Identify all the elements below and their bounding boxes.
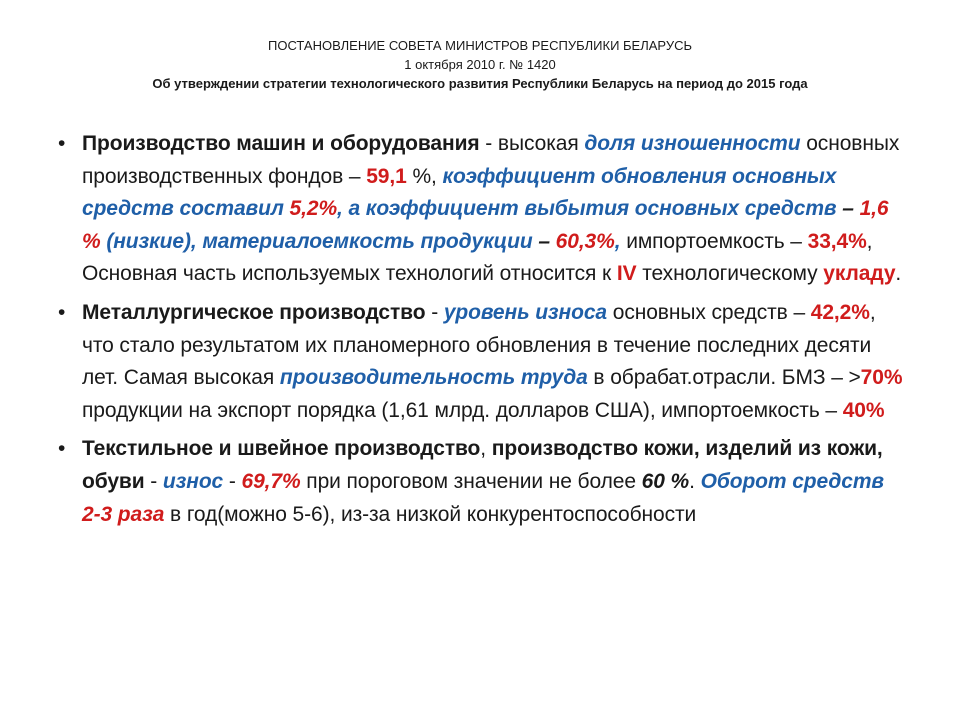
- text-segment: , Основная часть используемых технологий относится к: [82, 229, 873, 286]
- text-segment: 59,1: [366, 164, 407, 188]
- text-segment: , что стало результатом их планомерного обновления в течение последних десяти лет. Самая высокая: [82, 300, 876, 390]
- text-segment: –: [538, 229, 556, 253]
- text-segment: основных средств –: [607, 300, 811, 324]
- text-segment: IV: [616, 262, 637, 286]
- bullet-text: [82, 301, 902, 422]
- text-segment: ,: [480, 437, 492, 461]
- bullet-text: [82, 437, 884, 525]
- text-segment: .: [689, 469, 701, 493]
- bullet-point-icon: •: [58, 300, 66, 324]
- text-segment: Металлургическое производство: [82, 300, 426, 324]
- text-segment: -: [223, 469, 242, 493]
- text-segment: 69,7%: [241, 469, 301, 493]
- bullet-item-machinery: [58, 128, 908, 291]
- text-segment: 70%: [860, 366, 903, 390]
- bullet-text: [82, 132, 901, 285]
- bullet-item-metallurgy: [58, 297, 908, 427]
- text-segment: 1,6 %: [82, 197, 889, 253]
- text-segment: -: [425, 300, 444, 324]
- text-segment: в год(можно 5-6), из-за низкой конкурентоспособности: [164, 502, 697, 526]
- document-header: [60, 36, 900, 93]
- text-segment: производительность труда: [279, 366, 588, 390]
- text-segment: - высокая: [479, 132, 585, 155]
- text-segment: Производство машин и оборудования: [82, 132, 480, 155]
- text-segment: –: [842, 197, 860, 221]
- text-segment: 42,2%: [810, 300, 870, 324]
- text-segment: %,: [406, 164, 443, 188]
- text-segment: Оборот средств: [700, 469, 884, 493]
- text-segment: основных производственных фондов –: [82, 132, 900, 188]
- bullet-point-icon: •: [58, 437, 66, 461]
- text-segment: в обрабат.отрасли. БМЗ – >: [587, 366, 861, 390]
- text-segment: (низкие), материалоемкость продукции: [100, 229, 539, 253]
- text-segment: -: [144, 469, 163, 493]
- text-segment: 40%: [842, 398, 885, 422]
- header-date: 1 октября 2010 г. № 1420: [404, 57, 556, 72]
- text-segment: 33,4%: [807, 229, 867, 253]
- bullet-point-icon: •: [58, 132, 66, 155]
- text-segment: коэффициент обновления основных средств составил: [82, 164, 837, 221]
- bullet-list: [58, 128, 908, 537]
- text-segment: 60,3%: [555, 229, 615, 253]
- header-subject: Об утверждении стратегии технологического развития Республики Беларусь на период до 2015 года: [152, 76, 808, 91]
- text-segment: ,: [614, 229, 627, 253]
- text-segment: Текстильное и швейное производство: [82, 437, 481, 461]
- text-segment: продукции на экспорт порядка (1,61 млрд. долларов США), импортоемкость –: [82, 398, 843, 422]
- text-segment: , а коэффициент выбытия основных средств: [337, 197, 843, 221]
- text-segment: износ: [162, 469, 224, 493]
- text-segment: 2-3 раза: [82, 502, 165, 526]
- text-segment: технологическому: [636, 262, 824, 286]
- text-segment: при пороговом значении не более: [300, 469, 642, 493]
- text-segment: 60 %: [641, 469, 690, 493]
- text-segment: 5,2%: [289, 197, 338, 221]
- bullet-item-textile: [58, 433, 908, 531]
- text-segment: .: [895, 262, 902, 286]
- header-resolution-title: ПОСТАНОВЛЕНИЕ СОВЕТА МИНИСТРОВ РЕСПУБЛИКИ БЕЛАРУСЬ: [268, 38, 692, 53]
- text-segment: доля изношенности: [584, 132, 801, 155]
- text-segment: производство кожи, изделий из кожи, обуви: [82, 437, 883, 493]
- text-segment: укладу: [823, 262, 896, 286]
- text-segment: уровень износа: [443, 300, 608, 324]
- text-segment: импортоемкость –: [626, 229, 808, 253]
